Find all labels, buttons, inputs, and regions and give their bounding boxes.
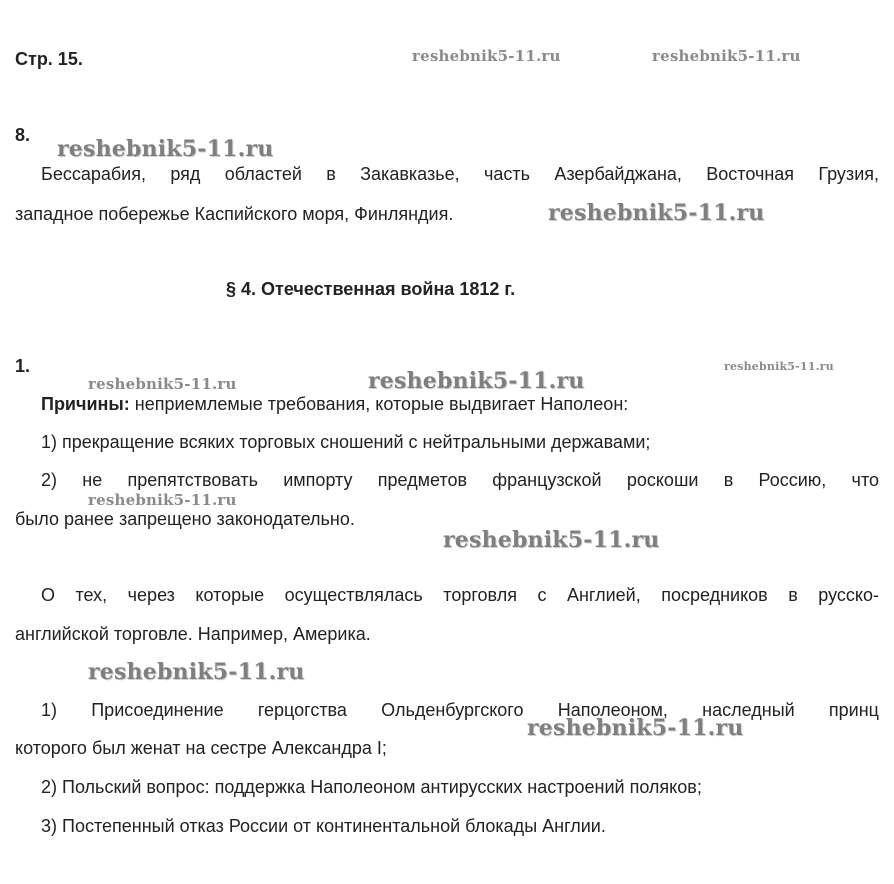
neutral-line2: английской торговле. Например, Америка. (15, 624, 371, 644)
watermark: reshebnik5-11.ru (368, 368, 585, 394)
cause-item-1: 1) прекращение всяких торговых сношений с нейтральными державами; (41, 432, 651, 452)
watermark: reshebnik5-11.ru (57, 136, 274, 162)
watermark: reshebnik5-11.ru (527, 715, 744, 741)
reason-2: 2) Польский вопрос: поддержка Наполеоном антирусских настроений поляков; (41, 777, 702, 797)
watermark: reshebnik5-11.ru (88, 659, 305, 685)
task-number-8: 8. (15, 125, 31, 145)
watermark: reshebnik5-11.ru (443, 527, 660, 553)
task-number-1: 1. (15, 356, 31, 376)
page-label: Стр. 15. (15, 49, 83, 69)
task8-line2: западное побережье Каспийского моря, Финляндия. (15, 204, 454, 224)
watermark: reshebnik5-11.ru (548, 200, 765, 226)
watermark: reshebnik5-11.ru (652, 47, 801, 65)
cause-item-2-line1: 2) не препятствовать импорту предметов французской роскоши в Россию, что (41, 470, 879, 490)
cause-item-2-line2: было ранее запрещено законодательно. (15, 509, 355, 529)
watermark: reshebnik5-11.ru (724, 360, 834, 373)
causes-line (41, 393, 628, 415)
reason-3: 3) Постепенный отказ России от континентальной блокады Англии. (41, 816, 606, 836)
causes-text: неприемлемые требования, которые выдвигает Наполеон: (129, 394, 629, 414)
reason-1-line2: которого был женат на сестре Александра I; (15, 738, 387, 758)
causes-label: Причины: (41, 394, 130, 414)
task8-line1: Бессарабия, ряд областей в Закавказье, часть Азербайджана, Восточная Грузия, (41, 164, 879, 184)
reason-1-line1: 1) Присоединение герцогства Ольденбургского Наполеоном, наследный принц (41, 700, 879, 720)
watermark: reshebnik5-11.ru (88, 491, 237, 509)
neutral-line1: О тех, через которые осуществлялась торговля с Англией, посредников в русско- (41, 585, 879, 605)
section-title: § 4. Отечественная война 1812 г. (226, 279, 516, 299)
watermark: reshebnik5-11.ru (412, 47, 561, 65)
watermark: reshebnik5-11.ru (88, 375, 237, 393)
